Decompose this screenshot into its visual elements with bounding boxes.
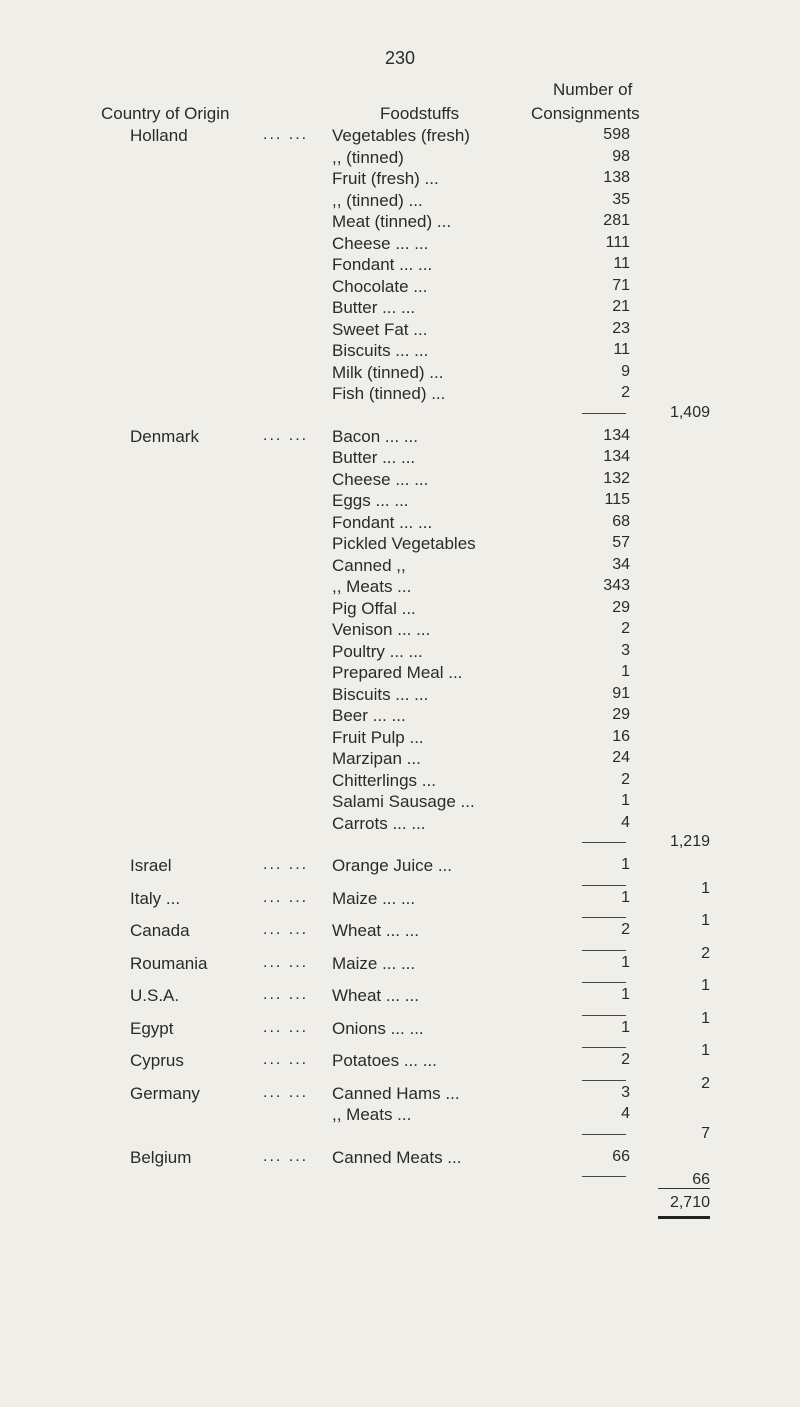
consignment-count: 1 — [621, 856, 630, 873]
country-name: Canada — [130, 921, 190, 940]
leader-dots: ... ... — [263, 856, 309, 873]
consignment-count: 9 — [621, 362, 630, 380]
consignment-count: 598 — [603, 126, 630, 143]
grand-total-double-rule — [658, 1216, 710, 1219]
consignment-count: 98 — [612, 147, 630, 165]
group-subtotal: 1,409 — [669, 403, 710, 421]
leader-dots: ... ... — [263, 1147, 309, 1165]
foodstuff-name: Onions ... ... — [332, 1018, 424, 1038]
country-name: Holland — [130, 126, 188, 145]
consignment-count: 1 — [621, 986, 630, 1003]
foodstuff-name: Canned ,, — [332, 555, 406, 575]
leader-dots: ... ... — [263, 426, 309, 444]
foodstuff-name: Maize ... ... — [332, 888, 416, 908]
country-name: Roumania — [130, 953, 208, 973]
consignments-header-line2: Consignments — [531, 104, 640, 123]
consignment-count: 34 — [612, 555, 630, 573]
group-subtotal: 2 — [701, 944, 710, 962]
group-subtotal: 1 — [701, 1042, 710, 1059]
foodstuff-name: Marzipan ... — [332, 749, 421, 768]
consignment-count: 3 — [621, 1083, 630, 1101]
foodstuff-name: ,, (tinned) — [332, 147, 404, 167]
consignment-count: 1 — [621, 888, 630, 906]
foodstuff-name: Canned Meats ... — [332, 1147, 462, 1167]
consignment-count: 91 — [612, 684, 630, 702]
group-subtotal: 1 — [701, 912, 710, 929]
country-name: Israel — [130, 856, 172, 875]
consignment-count: 2 — [621, 1051, 630, 1068]
consignment-count: 23 — [612, 319, 630, 337]
foodstuff-name: Prepared Meal ... — [332, 663, 463, 682]
leader-dots: ... ... — [263, 1051, 309, 1068]
consignment-count: 343 — [603, 577, 630, 594]
country-name: Cyprus — [130, 1051, 184, 1070]
foodstuff-name: Fruit (fresh) ... — [332, 169, 439, 188]
consignment-count: 2 — [621, 384, 630, 401]
consignment-count: 71 — [612, 276, 630, 294]
foodstuff-name: Butter ... ... — [332, 448, 416, 467]
foodstuff-name: Canned Hams ... — [332, 1083, 460, 1103]
country-name: Egypt — [130, 1018, 174, 1038]
grand-total-rule — [658, 1188, 710, 1189]
consignment-count: 11 — [613, 341, 630, 358]
foodstuff-name: Biscuits ... ... — [332, 341, 429, 360]
foodstuff-name: Fondant ... ... — [332, 512, 433, 532]
consignment-count: 281 — [603, 212, 630, 229]
foodstuff-name: Fruit Pulp ... — [332, 727, 424, 747]
country-name: Germany — [130, 1083, 200, 1103]
consignment-count: 2 — [621, 620, 630, 637]
foodstuff-name: Milk (tinned) ... — [332, 362, 444, 382]
foodstuff-name: Carrots ... ... — [332, 813, 426, 833]
consignment-count: 4 — [621, 1105, 630, 1122]
country-name: U.S.A. — [130, 986, 180, 1005]
foodstuff-name: Eggs ... ... — [332, 491, 409, 510]
foodstuff-name: Potatoes ... ... — [332, 1051, 437, 1070]
foodstuff-name: Fish (tinned) ... — [332, 384, 446, 403]
foodstuff-name: Chocolate ... — [332, 276, 428, 296]
country-name: Belgium — [130, 1147, 192, 1167]
consignment-count: 134 — [603, 448, 630, 465]
leader-dots: ... ... — [263, 986, 309, 1003]
consignment-count: 21 — [612, 298, 630, 315]
foodstuff-name: Pickled Vegetables — [332, 534, 476, 553]
group-subtotal: 1 — [701, 879, 710, 897]
foodstuff-name: Cheese ... ... — [332, 233, 429, 253]
foodstuff-name: Salami Sausage ... — [332, 792, 475, 811]
country-name: Italy ... — [130, 888, 181, 908]
foodstuff-name: ,, Meats ... — [332, 1105, 412, 1124]
foodstuff-name: ,, Meats ... — [332, 577, 412, 596]
leader-dots: ... ... — [263, 888, 309, 906]
consignment-count: 68 — [612, 512, 630, 530]
foodstuff-name: Cheese ... ... — [332, 469, 429, 489]
foodstuff-name: Venison ... ... — [332, 620, 431, 639]
consignment-count: 138 — [603, 169, 630, 186]
consignment-count: 115 — [604, 491, 630, 508]
leader-dots: ... ... — [263, 953, 309, 971]
consignments-header-line1: Number of — [553, 80, 633, 99]
consignment-count: 4 — [621, 813, 630, 831]
leader-dots: ... ... — [263, 921, 309, 938]
group-subtotal: 7 — [701, 1124, 710, 1142]
group-subtotal: 2 — [701, 1074, 710, 1092]
group-subtotal: 1,219 — [669, 833, 710, 850]
consignment-count: 29 — [612, 598, 630, 616]
consignment-count: 57 — [612, 534, 630, 551]
consignment-count: 2 — [621, 921, 630, 938]
foodstuff-name: Meat (tinned) ... — [332, 212, 452, 231]
consignment-count: 1 — [621, 1018, 630, 1036]
consignment-count: 35 — [612, 190, 630, 208]
foodstuff-name: Sweet Fat ... — [332, 319, 428, 339]
consignment-count: 16 — [612, 727, 630, 745]
foodstuff-name: Vegetables (fresh) — [332, 126, 470, 145]
foodstuff-name: Bacon ... ... — [332, 426, 418, 446]
foodstuff-name: Butter ... ... — [332, 298, 416, 317]
foodstuff-name: Wheat ... ... — [332, 986, 419, 1005]
foodstuff-name: Biscuits ... ... — [332, 684, 429, 704]
foodstuff-name: Poultry ... ... — [332, 641, 423, 661]
leader-dots: ... ... — [263, 1018, 309, 1036]
group-subtotal: 1 — [701, 1009, 710, 1027]
consignment-count: 24 — [612, 749, 630, 766]
consignment-count: 134 — [603, 426, 630, 444]
country-name: Denmark — [130, 426, 199, 446]
leader-dots: ... ... — [263, 1083, 309, 1101]
consignment-count: 66 — [612, 1147, 630, 1165]
foodstuff-name: Fondant ... ... — [332, 255, 433, 274]
consignment-count: 1 — [621, 663, 630, 680]
foodstuff-name: Orange Juice ... — [332, 856, 453, 875]
foodstuff-name: Wheat ... ... — [332, 921, 419, 940]
consignment-count: 1 — [621, 792, 630, 809]
country-column-header: Country of Origin — [101, 104, 230, 123]
foodstuffs-column-header: Foodstuffs — [380, 104, 460, 123]
consignment-count: 29 — [612, 706, 630, 723]
foodstuff-name: Chitterlings ... — [332, 770, 436, 790]
group-subtotal: 66 — [692, 1171, 710, 1188]
foodstuff-name: Pig Offal ... — [332, 598, 416, 618]
leader-dots: ... ... — [263, 126, 309, 143]
foodstuff-name: ,, (tinned) ... — [332, 190, 423, 210]
foodstuff-name: Maize ... ... — [332, 953, 416, 973]
foodstuff-name: Beer ... ... — [332, 706, 406, 725]
consignment-count: 132 — [603, 469, 630, 487]
consignment-count: 111 — [605, 233, 630, 251]
consignment-count: 1 — [621, 953, 630, 971]
consignment-count: 11 — [613, 255, 630, 272]
group-subtotal: 1 — [701, 977, 710, 994]
consignment-count: 2 — [621, 770, 630, 788]
consignment-count: 3 — [621, 641, 630, 659]
page-number: 230 — [384, 48, 416, 68]
grand-total: 2,710 — [669, 1194, 710, 1211]
